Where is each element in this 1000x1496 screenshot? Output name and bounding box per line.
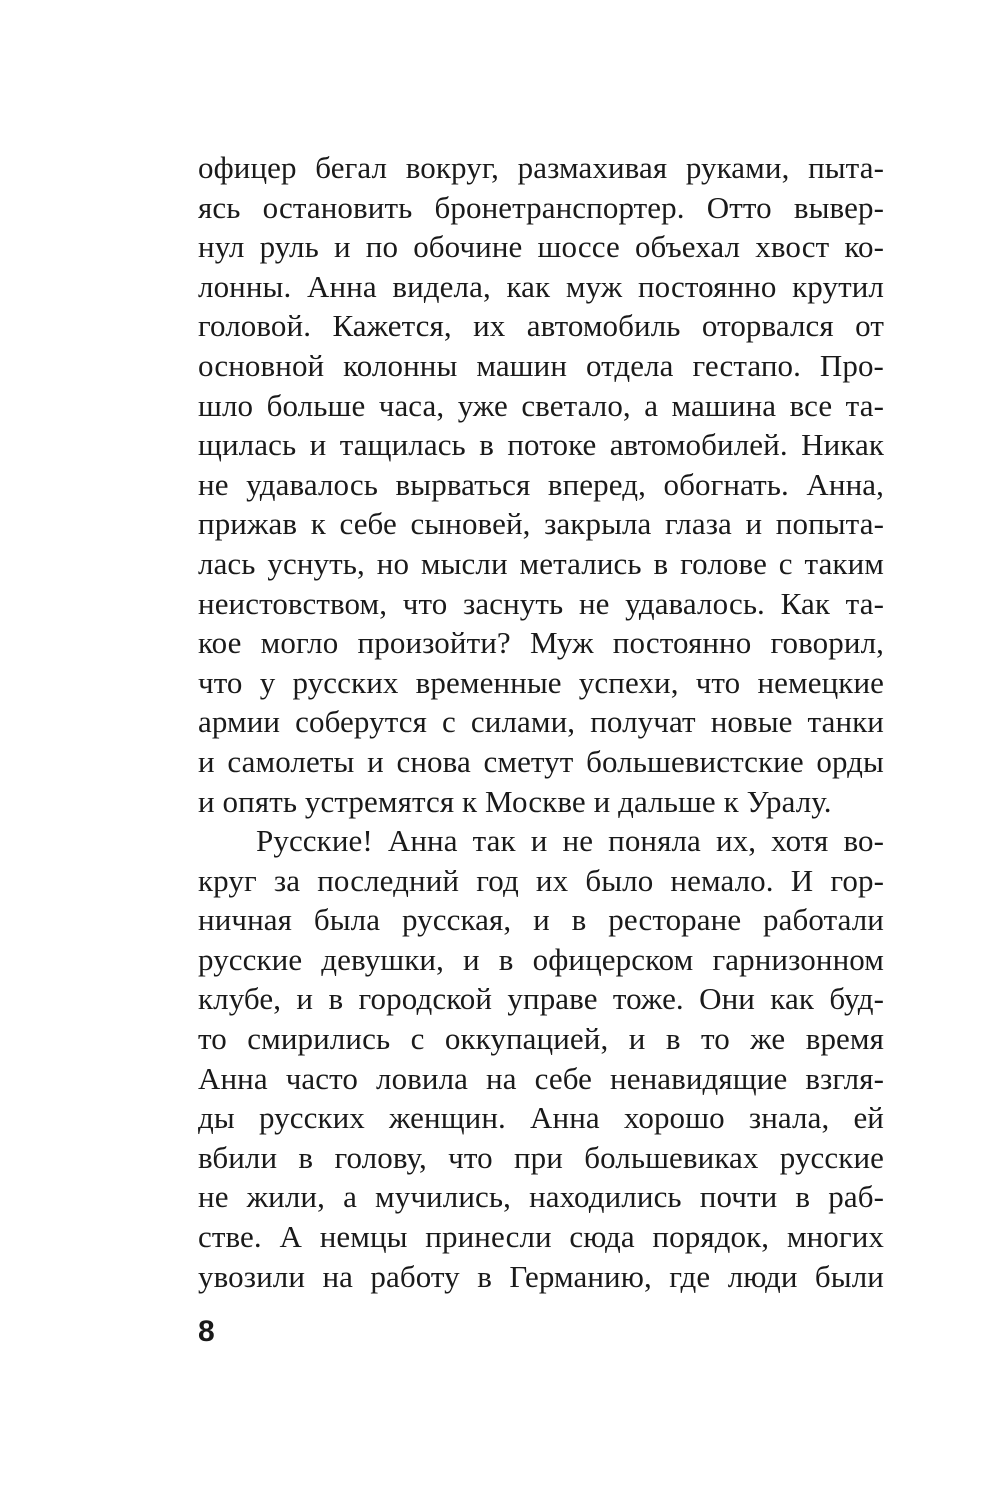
text-line: стве. А немцы принесли сюда порядок, многих	[198, 1219, 884, 1255]
text-line: русские девушки, и в офицерском гарнизонном	[198, 941, 884, 977]
text-line: неистовством, что заснуть не удавалось. Как та-	[198, 585, 884, 621]
text-line: увозили на работу в Германию, где люди были	[198, 1258, 884, 1294]
text-line: и опять устремятся к Москве и дальше к Уралу.	[198, 783, 832, 819]
text-line: круг за последний год их было немало. И гор-	[198, 862, 884, 898]
text-line: офицер бегал вокруг, размахивая руками, пыта-	[198, 150, 884, 185]
text-line: не жили, а мучились, находились почти в раб-	[198, 1179, 884, 1215]
text-line: Анна часто ловила на себе ненавидящие взгля-	[198, 1060, 884, 1096]
text-line: вбили в голову, что при большевиках русские	[198, 1139, 884, 1175]
text-line: то смирились с оккупацией, и в то же время	[198, 1021, 884, 1057]
text-line: основной колонны машин отдела гестапо. Про-	[198, 347, 884, 383]
text-line: ничная была русская, и в ресторане работали	[198, 902, 884, 938]
text-line: головой. Кажется, их автомобиль оторвался от	[198, 308, 884, 344]
text-line: прижав к себе сыновей, закрыла глаза и попыта-	[198, 506, 884, 542]
text-line: что у русских временные успехи, что немецкие	[198, 664, 884, 700]
text-line: армии соберутся с силами, получат новые танки	[198, 704, 884, 740]
page-number: 8	[198, 1315, 215, 1348]
text-line: не удавалось вырваться вперед, обогнать. Анна,	[198, 466, 884, 502]
text-line: нул руль и по обочине шоссе объехал хвост ко-	[198, 229, 884, 265]
text-line: лонны. Анна видела, как муж постоянно крутил	[198, 268, 884, 304]
text-line-indented: Русские! Анна так и не поняла их, хотя во-	[256, 823, 884, 859]
text-line: шло больше часа, уже светало, а машина все та-	[198, 387, 884, 423]
text-line: и самолеты и снова сметут большевистские орды	[198, 743, 884, 779]
text-line: клубе, и в городской управе тоже. Они как буд-	[198, 981, 884, 1017]
text-line: ды русских женщин. Анна хорошо знала, ей	[198, 1100, 884, 1136]
body-text	[198, 148, 884, 1296]
text-line: щилась и тащилась в потоке автомобилей. Никак	[198, 427, 884, 463]
text-line: лась уснуть, но мысли метались в голове с таким	[198, 545, 884, 581]
text-line: кое могло произойти? Муж постоянно говорил,	[198, 625, 884, 661]
text-line: ясь остановить бронетранспортер. Отто вывер-	[198, 189, 884, 225]
